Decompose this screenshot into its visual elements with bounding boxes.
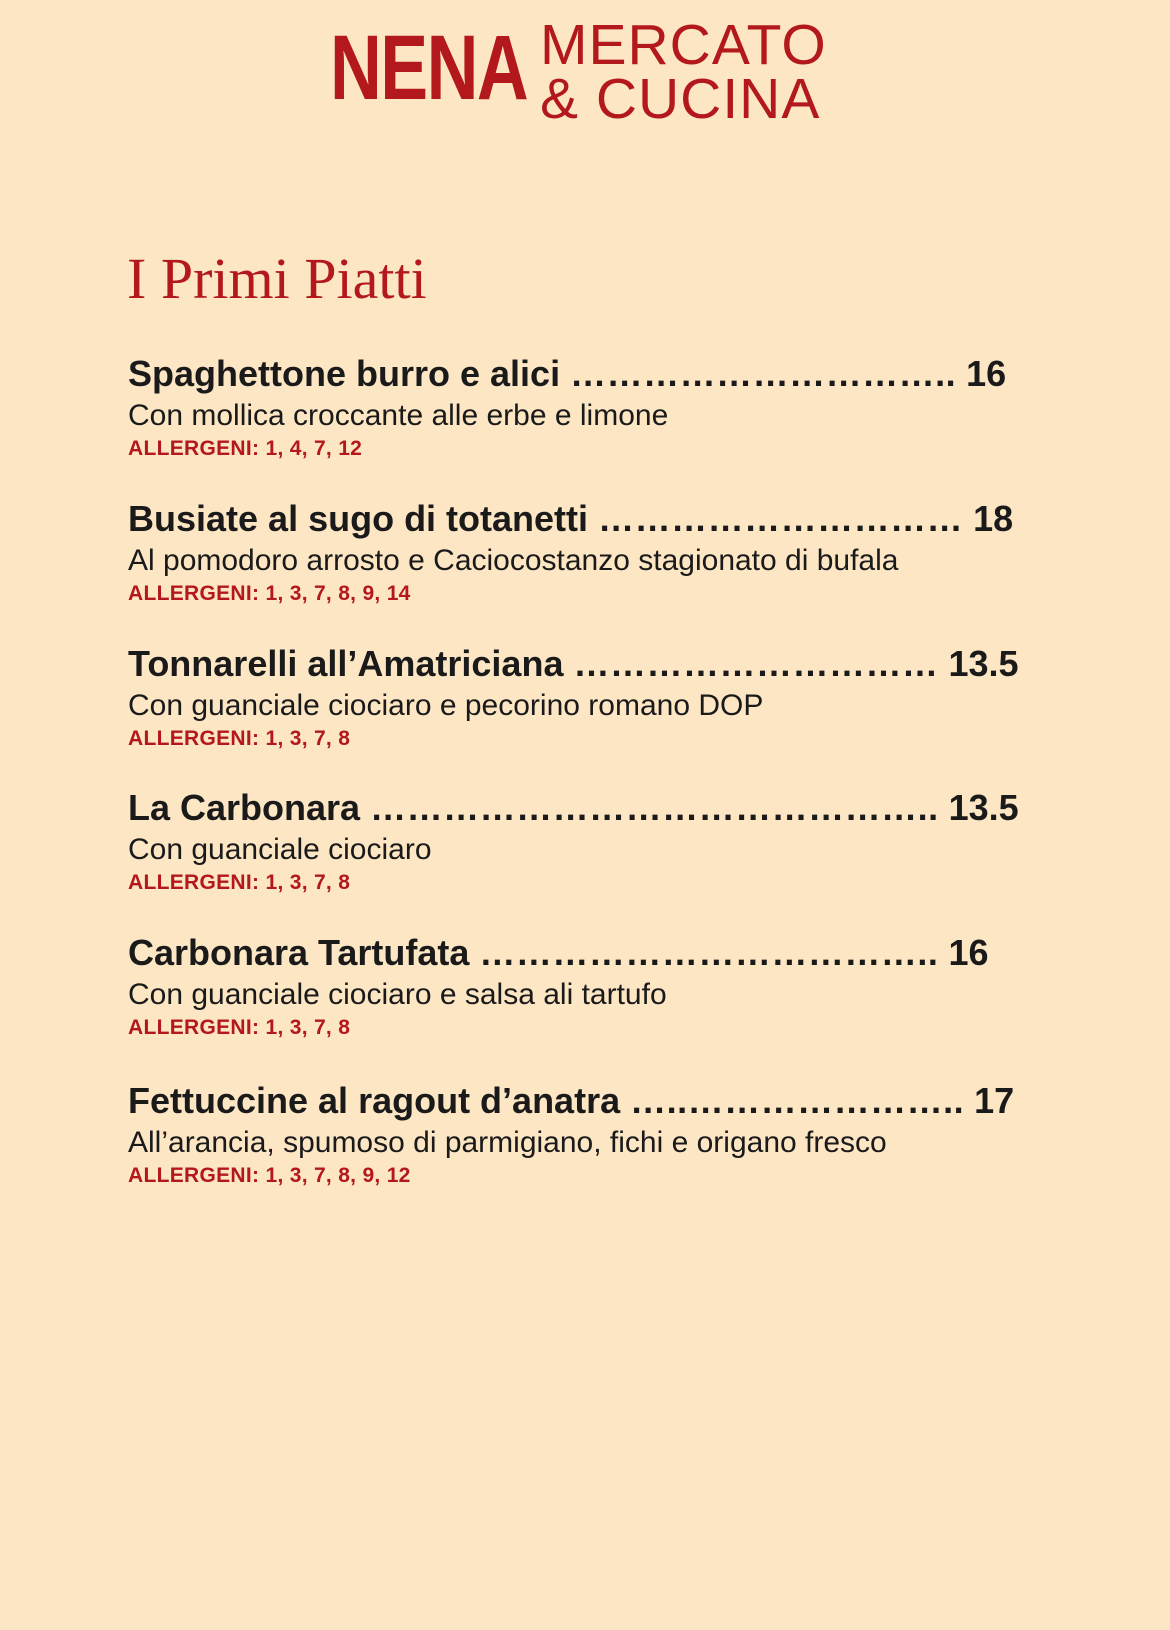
dish-heading	[128, 1079, 1128, 1123]
dish-allergens: ALLERGENI: 1, 3, 7, 8	[128, 1016, 351, 1039]
dish-allergens: ALLERGENI: 1, 3, 7, 8, 9, 14	[128, 582, 411, 605]
menu-item	[128, 352, 1128, 502]
dish-leader-dots: ………………………………..	[479, 932, 939, 973]
dish-name: Fettuccine al ragout d’anatra	[128, 1080, 621, 1121]
dish-name: La Carbonara	[128, 787, 361, 828]
dish-allergens: ALLERGENI: 1, 3, 7, 8	[128, 871, 351, 894]
dish-leader-dots: …..…………………..	[630, 1080, 965, 1121]
dish-name: Spaghettone burro e alici	[128, 353, 561, 394]
dish-heading	[128, 497, 1128, 541]
dish-price: 16	[948, 932, 989, 973]
dish-description: Con guanciale ciociaro e pecorino romano DOP	[128, 689, 764, 722]
menu-item	[128, 642, 1128, 792]
dish-heading	[128, 352, 1128, 396]
dish-heading	[128, 786, 1128, 830]
dish-name: Busiate al sugo di totanetti	[128, 498, 589, 539]
section-title: I Primi Piatti	[127, 246, 427, 311]
menu-item	[128, 931, 1128, 1081]
dish-description: All’arancia, spumoso di parmigiano, fichi e origano fresco	[128, 1126, 887, 1159]
logo-subtitle-line1: MERCATO	[540, 13, 827, 77]
dish-price: 13.5	[948, 787, 1019, 828]
dish-price: 18	[973, 498, 1014, 539]
menu-item	[128, 786, 1128, 936]
menu-item	[128, 497, 1128, 647]
logo-wordmark: NENA	[330, 17, 528, 119]
dish-price: 17	[974, 1080, 1015, 1121]
restaurant-logo	[330, 13, 827, 131]
logo-subtitle-line2: & CUCINA	[540, 67, 821, 131]
menu-item	[128, 1079, 1128, 1229]
dish-allergens: ALLERGENI: 1, 3, 7, 8	[128, 727, 351, 750]
dish-name: Carbonara Tartufata	[128, 932, 470, 973]
dish-leader-dots: ………………………………………..	[370, 787, 939, 828]
dish-heading	[128, 642, 1128, 686]
dish-leader-dots: …………………………	[573, 643, 939, 684]
dish-description: Con guanciale ciociaro	[128, 833, 432, 866]
dish-allergens: ALLERGENI: 1, 3, 7, 8, 9, 12	[128, 1164, 411, 1187]
dish-description: Con mollica croccante alle erbe e limone	[128, 399, 669, 432]
logo-subtitle	[540, 13, 827, 131]
dish-description: Con guanciale ciociaro e salsa ali tartufo	[128, 978, 667, 1011]
dish-leader-dots: …………………………	[598, 498, 964, 539]
dish-heading	[128, 931, 1128, 975]
dish-description: Al pomodoro arrosto e Caciocostanzo stagionato di bufala	[128, 544, 899, 577]
dish-name: Tonnarelli all’Amatriciana	[128, 643, 564, 684]
dish-price: 16	[966, 353, 1007, 394]
dish-allergens: ALLERGENI: 1, 4, 7, 12	[128, 437, 363, 460]
dish-leader-dots: …………………………..	[570, 353, 957, 394]
dish-price: 13.5	[948, 643, 1019, 684]
